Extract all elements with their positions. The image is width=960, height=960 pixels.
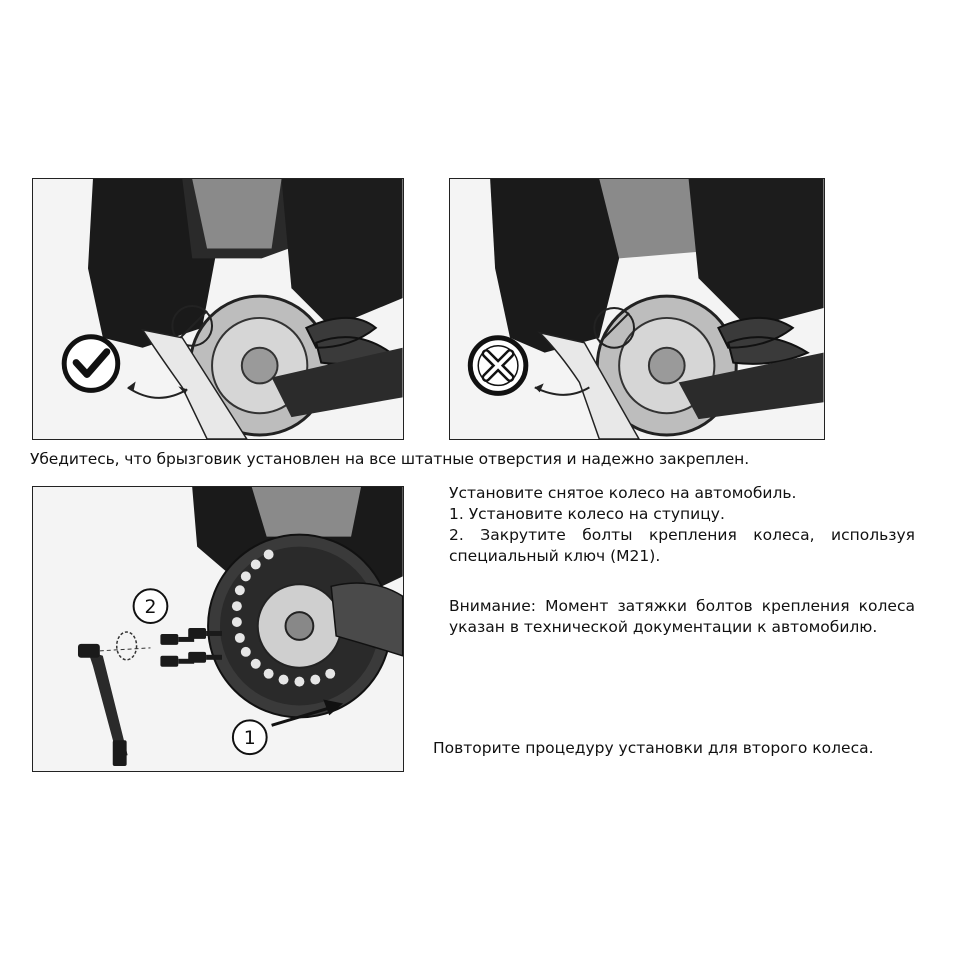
bolts-callout	[134, 589, 168, 623]
cross-mark-icon	[470, 338, 526, 394]
instructions-step-1: 1. Установите колесо на ступицу.	[449, 505, 725, 523]
instructions-step-2: 2. Закрутите болты крепления колеса, используя специальный ключ (М21).	[449, 526, 915, 565]
wheel-callout	[233, 720, 267, 754]
torque-warning-text: Внимание: Момент затяжки болтов крепления колеса указан в технической документации к автомобилю.	[449, 597, 915, 636]
install-instructions	[449, 483, 915, 567]
torque-warning	[449, 596, 915, 638]
mudguard-caption: Убедитесь, что брызговик установлен на все штатные отверстия и надежно закреплен.	[30, 450, 750, 468]
wheel-installation-illustration	[32, 486, 404, 772]
instructions-title: Установите снятое колесо на автомобиль.	[449, 484, 797, 502]
wrong-installation-illustration	[449, 178, 825, 440]
svg-text:1: 1	[243, 727, 256, 750]
repeat-procedure-note: Повторите процедуру установки для второго колеса.	[433, 739, 874, 757]
svg-text:2: 2	[144, 596, 157, 619]
check-mark-icon	[64, 337, 118, 391]
correct-installation-illustration	[32, 178, 404, 440]
